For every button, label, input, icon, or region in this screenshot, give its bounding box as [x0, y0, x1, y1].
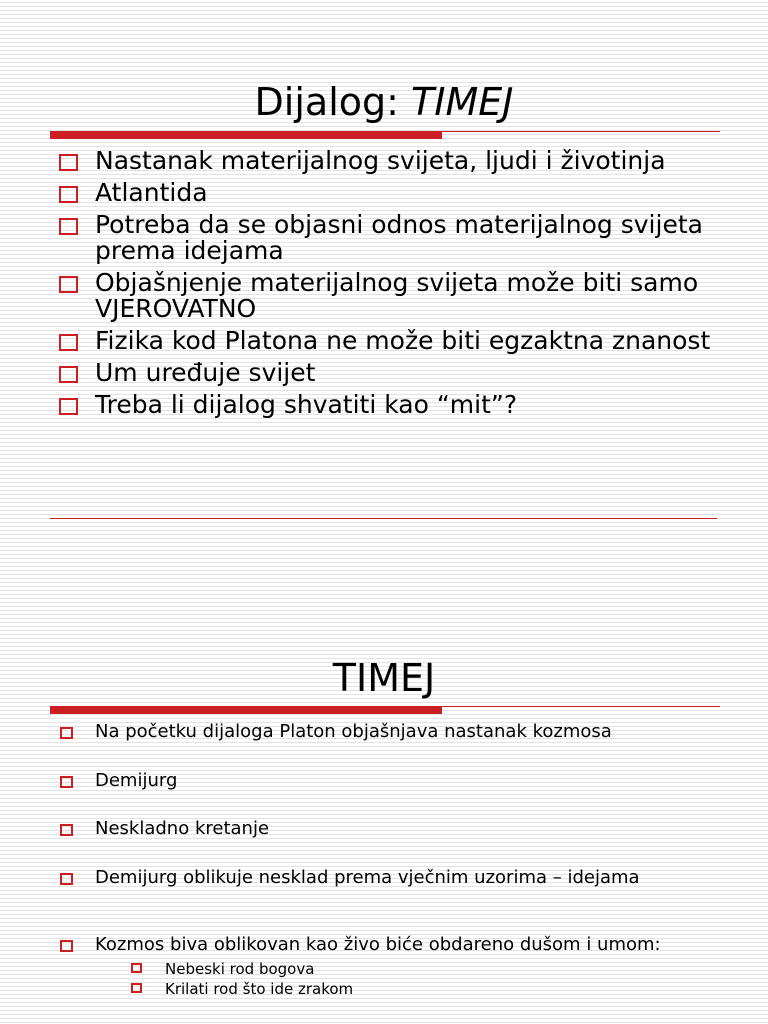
square-bullet-icon: [131, 963, 142, 973]
slide-timej: [0, 600, 768, 1024]
square-bullet-icon: [131, 983, 142, 993]
list-item: Um uređuje svijet: [58, 360, 738, 386]
title-underline-thin: [442, 706, 720, 707]
square-bullet-icon: [60, 776, 73, 788]
square-bullet-icon: [59, 154, 78, 171]
title-underline-thick: [50, 706, 442, 714]
sub-list-item: Nebeski rod bogova: [129, 959, 718, 979]
title-italic: TIMEJ: [411, 80, 514, 124]
slide-bottom-rule: [50, 518, 717, 519]
list-item: Demijurg: [58, 772, 718, 820]
square-bullet-icon: [60, 727, 73, 739]
list-item: Neskladno kretanje: [58, 820, 718, 869]
list-item: Nastanak materijalnog svijeta, ljudi i životinja: [58, 148, 738, 174]
list-item: Potreba da se objasni odnos materijalnog svijeta prema idejama: [58, 212, 738, 264]
list-item: Treba li dijalog shvatiti kao “mit”?: [58, 392, 738, 418]
sub-bullet-list: [129, 959, 718, 999]
sub-list-item: Krilati rod što ide zrakom: [129, 979, 718, 999]
square-bullet-icon: [59, 218, 78, 235]
list-item: Kozmos biva oblikovan kao živo biće obdareno dušom i umom: Nebeski rod bogova Krilati rod što ide zrakom: [58, 936, 718, 999]
bullet-list: [58, 723, 718, 999]
list-item: Na početku dijaloga Platon objašnjava nastanak kozmosa: [58, 723, 718, 772]
square-bullet-icon: [59, 366, 78, 383]
list-item: Objašnjenje materijalnog svijeta može biti samo VJEROVATNO: [58, 270, 738, 322]
list-item: Fizika kod Platona ne može biti egzaktna znanost: [58, 328, 738, 354]
square-bullet-icon: [60, 824, 73, 836]
slide-title: TIMEJ: [332, 656, 436, 700]
square-bullet-icon: [59, 398, 78, 415]
list-item: Atlantida: [58, 180, 738, 206]
title-prefix: Dijalog:: [254, 80, 412, 124]
list-item: Demijurg oblikuje nesklad prema vječnim uzorima – idejama: [58, 869, 718, 936]
title-underline-thin: [442, 131, 720, 132]
square-bullet-icon: [59, 186, 78, 203]
title-underline-thick: [50, 131, 442, 139]
slide-title: [0, 80, 768, 124]
bullet-list: [58, 148, 738, 424]
square-bullet-icon: [59, 276, 78, 293]
square-bullet-icon: [60, 873, 73, 885]
square-bullet-icon: [59, 334, 78, 351]
square-bullet-icon: [60, 940, 73, 952]
